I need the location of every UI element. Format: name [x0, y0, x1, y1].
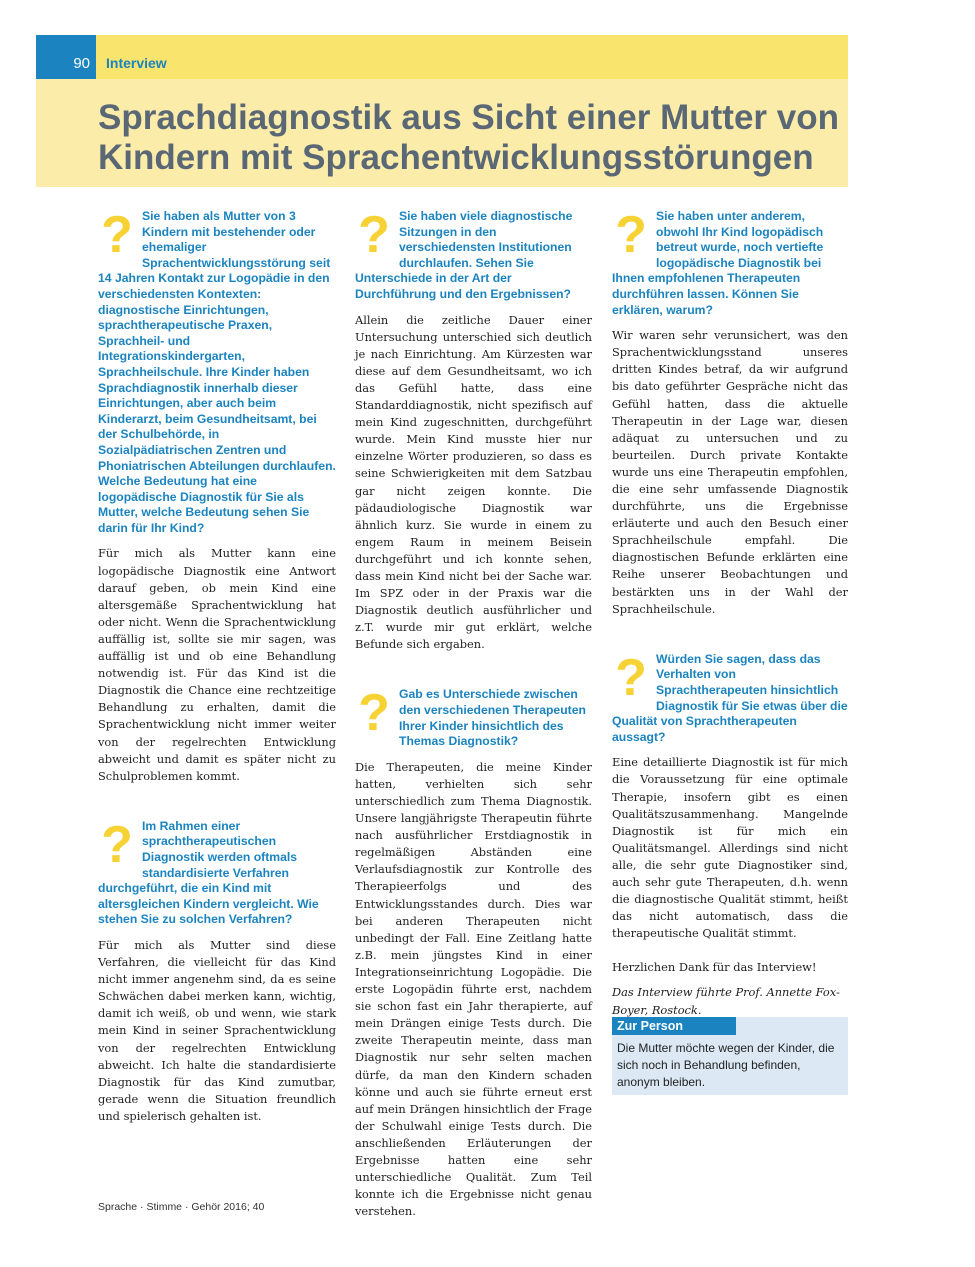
question-mark-icon: ? [101, 815, 133, 874]
question: Im Rahmen einer sprachtherapeutischen Diagnostik werden oftmals standardisierte Verfahren durchgeführt, die ein Kind mit altersgleichen Kindern vergleicht. Wie stehen Sie zu solchen Verfahren? [98, 818, 319, 927]
answer: Für mich als Mutter kann eine logopädische Diagnostik eine Antwort darauf geben, ob mein Kind eine altersgemäße Sprachentwicklung hat oder nicht. Wenn die Sprachentwicklung auffällig ist, sollte sie mir sagen, was auffällig ist und ob eine Behandlung notwendig ist. Für das Kind ist die Diagnostik die Chance eine rechtzeitige Behandlung zu erhalten, damit die Sprachentwicklung nicht immer weiter von der regelrechten Entwicklung abweicht und damit es später nicht zu Schulproblemen kommt. [98, 546, 336, 783]
column-middle [355, 206, 592, 1220]
qa-block [612, 648, 848, 943]
question-mark-icon: ? [615, 206, 647, 264]
question-mark-icon: ? [101, 206, 133, 264]
column-left [98, 206, 336, 1125]
qa-block [355, 684, 592, 1220]
interview-credit: Das Interview führte Prof. Annette Fox-Boyer, Rostock. [612, 985, 840, 1017]
answer: Für mich als Mutter sind diese Verfahren, die vielleicht für das Kind nicht immer angenehm sind, da es seine Schwächen dabei merken kann, wichtig, damit ich weiß, ob und wenn, wie stark mein Kind in seiner Sprachentwicklung von der regelrechten Entwicklung abweicht. Ich halte die standardisierte Diagnostik für das Kind zumutbar, gerade wenn die Situation freundlich und spielerisch gehalten ist. [98, 937, 336, 1123]
question-mark-icon: ? [358, 206, 390, 264]
question: Sie haben viele diagnostische Sitzungen in den verschiedensten Institutionen durchlaufen. Sehen Sie Unterschiede in der Art der Durchführung und den Ergebnissen? [355, 209, 573, 301]
qa-block [98, 206, 336, 785]
question: Gab es Unterschiede zwischen den verschiedenen Therapeuten Ihrer Kinder hinsichtlich des Themas Diagnostik? [399, 687, 586, 749]
question-mark-icon: ? [358, 684, 390, 743]
answer: Wir waren sehr verunsichert, was den Sprachentwicklungsstand unseres dritten Kindes betraf, da wir aufgrund bis dato geführter Gespräche nicht das Gefühl hatten, dass die aktuelle Therapeutin in der Lage war, diesen adäquat zu untersuchen und zu beurteilen. Durch private Kontakte wurde uns eine Therapeutin empfohlen, die eine sehr umfassende Diagnostik durchführte, uns die Ergebnisse erläuterte und auch den Besuch einer Sprachheilschule empfahl. Die diagnostischen Befunde erklärten eine Reihe unserer Beobachtungen und bestärkten uns in der Wahl der Sprachheilschule. [612, 328, 848, 616]
person-box-text: Die Mutter möchte wegen der Kinder, die sich noch in Behandlung befinden, anonym bleiben. [617, 1041, 835, 1089]
answer: Allein die zeitliche Dauer einer Untersuchung unterschied sich deutlich je nach Einrichtung. Am Kürzesten war diese auf dem Gesundheitsamt, wo ich das Gefühl hatte, dass eine Standarddiagnostik, nicht spezifisch auf mein Kind zugeschnitten, durchgeführt wurde. Mein Kind musste hier nur einzelne Wörter produzieren, so dass es seine Schwierigkeiten mit dem Satzbau gar nicht zeigen konnte. Die pädaudiologische Diagnostik war ähnlich kurz. Sie wurde in einem zu engem Raum in meinem Beisein durchgeführt und ich konnte sehen, dass mein Kind nicht bei der Sache war. Im SPZ oder in der Praxis war die Diagnostik deutlich ausführlicher und z.T. wurde mir gut erklärt, welche Befunde sich ergaben. [355, 312, 592, 652]
page-number: 90 [36, 35, 96, 79]
answer: Eine detaillierte Diagnostik ist für mich die Voraussetzung für eine optimale Therapie, insofern gibt es einen Qualitätszusammenhang. Mangelnde Diagnostik ist für mich ein Qualitätsmangel. Allerdings sind nicht alle, die sehr gute Diagnostiker sind, auch sehr gute Therapeuten, d.h. wenn die diagnostische Qualität stimmt, heißt das nicht automatisch, dass die therapeutische Qualität stimmt. [612, 755, 848, 941]
answer: Die Therapeuten, die meine Kinder hatten, verhielten sich sehr unterschiedlich zum Thema Diagnostik. Unsere langjährigste Therapeutin führte nach ausführlicher Erstdiagnostik in regelmäßigen Abständen eine Verlaufsdiagnostik zur Kontrolle des Therapieerfolgs und des Entwicklungsstandes durch. Dies war bei anderen Therapeuten nicht unbedingt der Fall. Eine Zeitlang hatte z.B. mein jüngstes Kind in einer Integrationseinrichtung Logopädie. Die erste Logopädin führte erst, nachdem sie schon fast ein Jahr therapierte, auf mein Drängen einige Tests durch. Die zweite Therapeutin meinte, dass man Diagnostik nur sehr selten machen dürfe, da man den Kindern schaden könne und auch sie führte erneut erst auf mein Drängen hinsichtlich der Frage der Schulwahl einige Tests durch. Die anschließenden Erläuterungen der Ergebnisse hatten eine sehr unterschiedliche Qualität. Zum Teil konnte ich die Ergebnisse nicht genau verstehen. [355, 759, 592, 1219]
question: Sie haben als Mutter von 3 Kindern mit bestehender oder ehemaliger Sprachentwicklungsstörung seit 14 Jahren Kontakt zur Logopädie in den verschiedensten Kontexten: diagnostische Einrichtungen, sprachtherapeutische Praxen, Sprachheil- und Integrationskindergarten, Sprachheilschule. Ihre Kinder haben Sprachdiagnostik innerhalb dieser Einrichtungen, aber auch beim Kinderarzt, beim Gesundheitsamt, bei der Schulbehörde, in Sozialpädiatrischen Zentren und Phoniatrischen Abteilungen durchlaufen. Welche Bedeutung hat eine logopädische Diagnostik für Sie als Mutter, welche Bedeutung sehen Sie darin für Ihr Kind? [98, 209, 336, 535]
question: Sie haben unter anderem, obwohl Ihr Kind logopädisch betreut wurde, noch vertiefte logopädische Diagnostik bei Ihnen empfohlenen Therapeuten durchführen lassen. Können Sie erklären, warum? [612, 209, 824, 317]
qa-block [98, 815, 336, 1125]
column-right [612, 206, 848, 1019]
person-box-heading: Zur Person [612, 1017, 736, 1035]
footer-citation: Sprache · Stimme · Gehör 2016; 40 [98, 1201, 265, 1213]
section-label: Interview [106, 55, 167, 71]
qa-block [612, 206, 848, 618]
qa-block [355, 206, 592, 653]
article-title: Sprachdiagnostik aus Sicht einer Mutter von Kindern mit Sprachentwicklungsstörungen [98, 98, 839, 177]
question: Würden Sie sagen, dass das Verhalten von Sprachtherapeuten hinsichtlich Diagnostik für Sie etwas über die Qualität von Sprachtherapeuten aussagt? [612, 651, 848, 744]
question-mark-icon: ? [615, 648, 647, 707]
closing-thanks: Herzlichen Dank für das Interview! [612, 960, 817, 975]
